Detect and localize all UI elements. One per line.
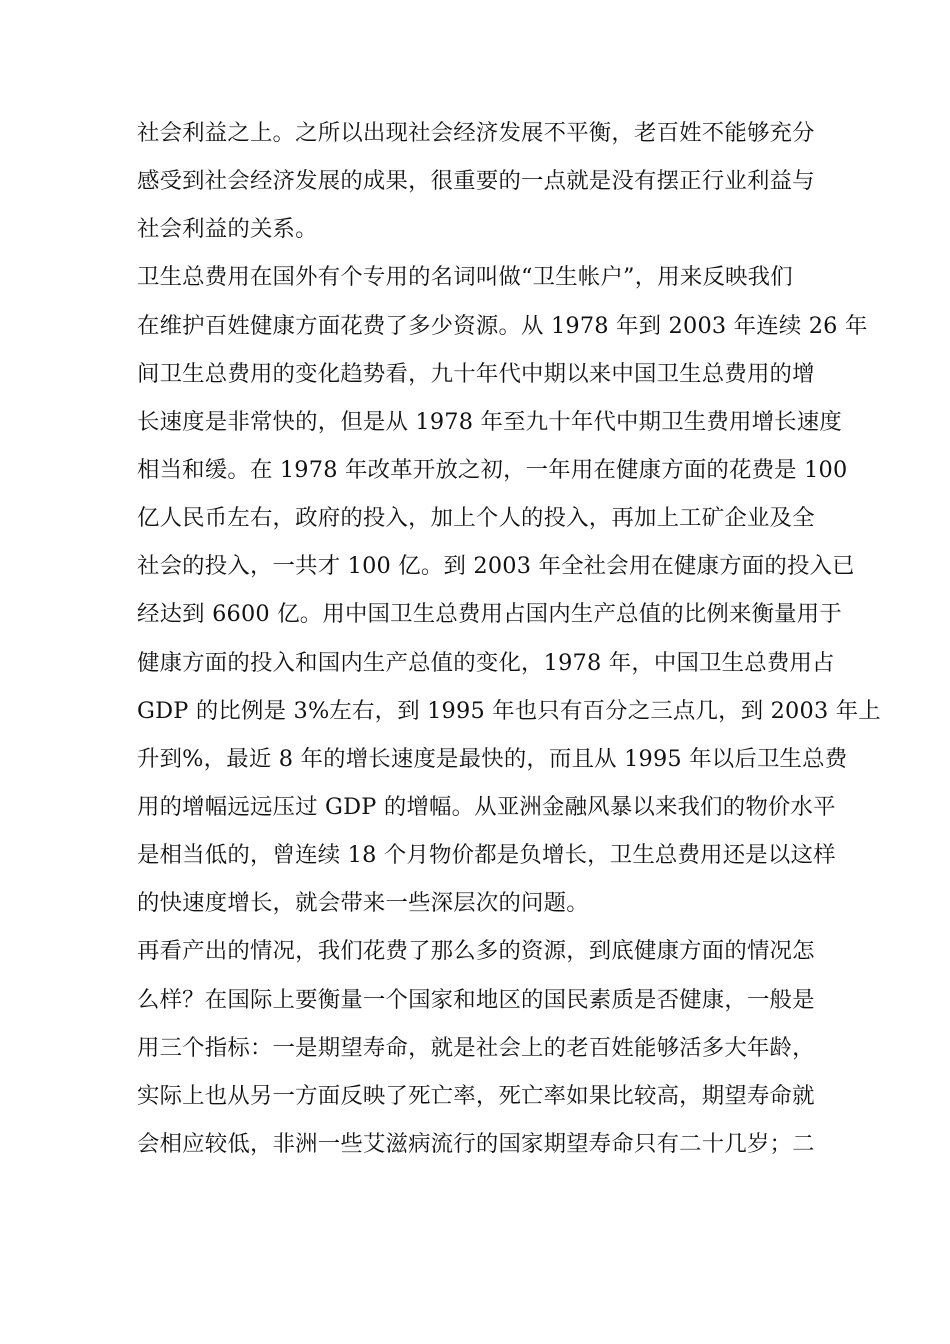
text-line: 的快速度增长，就会带来一些深层次的问题。 — [137, 890, 589, 917]
text-line: 会相应较低，非洲一些艾滋病流行的国家期望寿命只有二十几岁；二 — [137, 1130, 815, 1157]
text-line: 感受到社会经济发展的成果，很重要的一点就是没有摆正行业利益与 — [137, 168, 815, 195]
text-line: 社会的投入，一共才 100 亿。到 2003 年全社会用在健康方面的投入已 — [137, 553, 855, 580]
text-line: 长速度是非常快的，但是从 1978 年至九十年代中期卫生费用增长速度 — [137, 408, 842, 435]
text-line: 升到%，最近 8 年的增长速度是最快的，而且从 1995 年以后卫生总费 — [137, 745, 848, 772]
text-line: 经达到 6600 亿。用中国卫生总费用占国内生产总值的比例来衡量用于 — [137, 601, 842, 628]
text-line: GDP 的比例是 3%左右，到 1995 年也只有百分之三点几，到 2003 年上 — [137, 697, 881, 724]
text-line: 再看产出的情况，我们花费了那么多的资源，到底健康方面的情况怎 — [137, 938, 815, 965]
text-line: 用的增幅远远压过 GDP 的增幅。从亚洲金融风暴以来我们的物价水平 — [137, 793, 836, 820]
text-line: 用三个指标：一是期望寿命，就是社会上的老百姓能够活多大年龄， — [137, 1034, 815, 1061]
text-line: 社会利益之上。之所以出现社会经济发展不平衡，老百姓不能够充分 — [137, 120, 815, 146]
body-text — [137, 109, 881, 1168]
text-line: 实际上也从另一方面反映了死亡率，死亡率如果比较高，期望寿命就 — [137, 1082, 815, 1109]
text-line: 亿人民币左右，政府的投入，加上个人的投入，再加上工矿企业及全 — [137, 505, 815, 532]
text-line: 间卫生总费用的变化趋势看，九十年代中期以来中国卫生总费用的增 — [137, 360, 815, 387]
text-line: 社会利益的关系。 — [137, 216, 318, 243]
text-line: 么样？在国际上要衡量一个国家和地区的国民素质是否健康，一般是 — [137, 986, 815, 1013]
text-line: 健康方面的投入和国内生产总值的变化，1978 年，中国卫生总费用占 — [137, 649, 835, 676]
text-line: 相当和缓。在 1978 年改革开放之初，一年用在健康方面的花费是 100 — [137, 456, 848, 483]
text-line: 是相当低的，曾连续 18 个月物价都是负增长，卫生总费用还是以这样 — [137, 842, 836, 869]
text-line: 卫生总费用在国外有个专用的名词叫做“卫生帐户”，用来反映我们 — [137, 264, 793, 291]
text-line: 在维护百姓健康方面花费了多少资源。从 1978 年到 2003 年连续 26 年 — [137, 312, 868, 339]
